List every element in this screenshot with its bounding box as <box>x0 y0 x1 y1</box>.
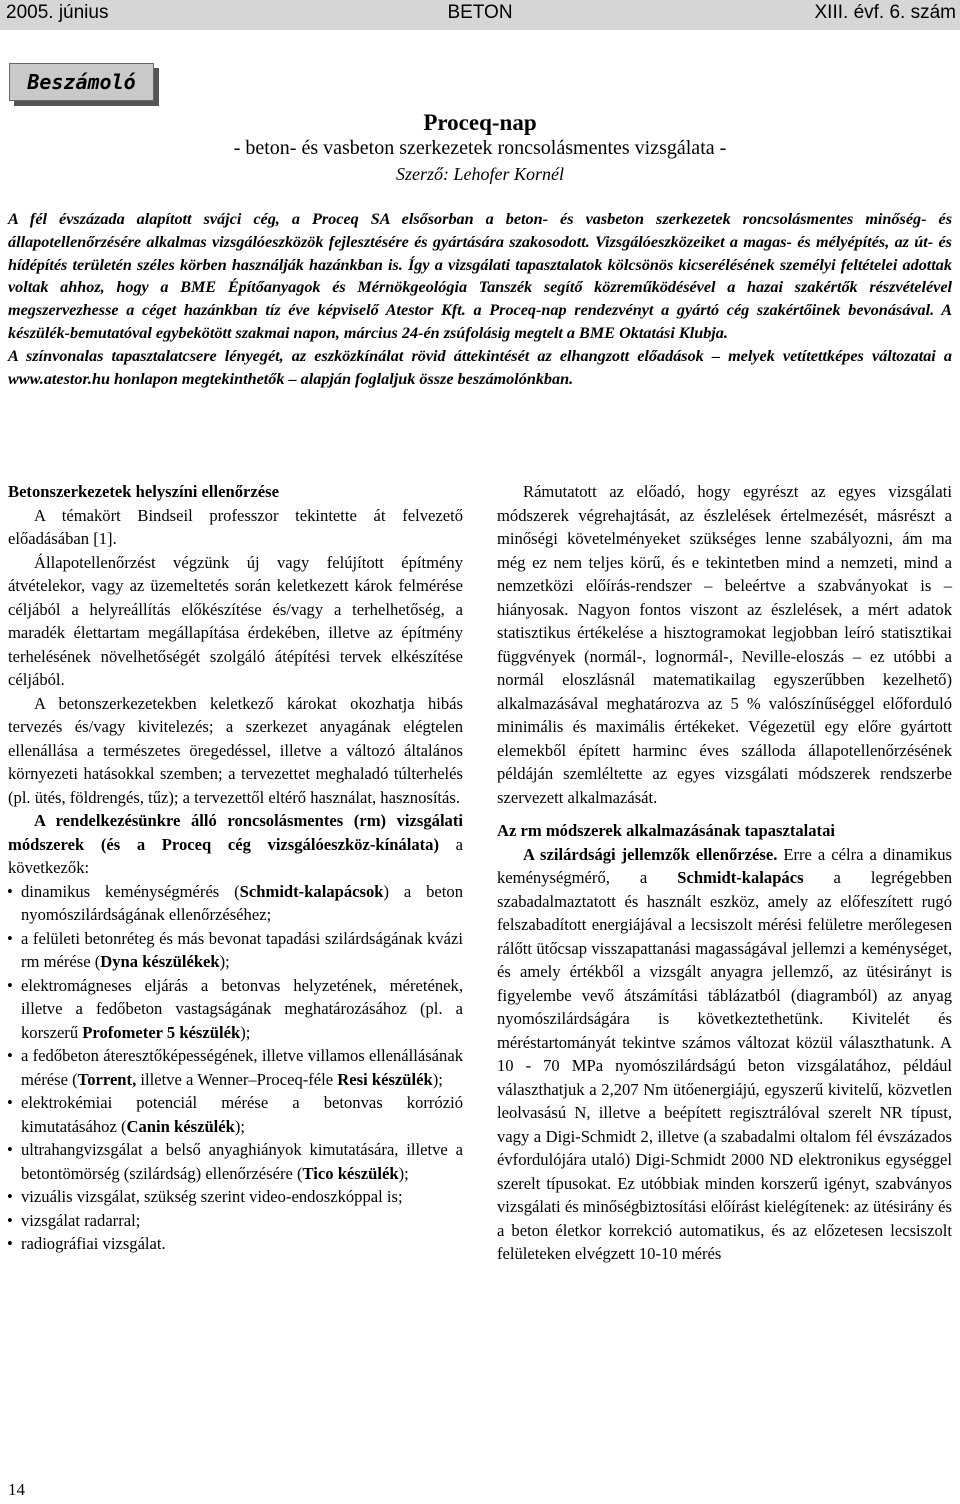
section-badge: Beszámoló <box>9 63 154 101</box>
method-list <box>8 880 463 1256</box>
abstract <box>8 208 952 390</box>
issue-date: 2005. június <box>6 2 109 23</box>
list-item: • a felületi betonréteg és más bevonat tapadási szilárdságának kvázi rm mérése (Dyna készülékek); <box>8 927 463 974</box>
list-item: • ultrahangvizsgálat a belső anyaghiányok kimutatására, illetve a betontömörség (szilárdság) ellenőrzésére (Tico készülék); <box>8 1138 463 1185</box>
abstract-paragraph: A fél évszázada alapított svájci cég, a Proceq SA elsősorban a beton- és vasbeton szerkezetek roncsolásmentes minőség- és állapotellenőrzésére alkalmas vizsgálóeszközök fejlesztésére és gyártására szakosodott. Vizsgálóeszközeiket a magas- és mélyépítés, az út- és hídépítés területén széles körben használják hazánkban is. Így a vizsgálati tapasztalatok kölcsönös kicserélésének személyi feltételei adottak voltak ahhoz, hogy a BME Építőanyagok és Mérnökgeológia Tanszék segítő közreműködésével a hazai szakértők részvételével megszervezhesse a céget hazánkban tíz éve képviselő Atestor Kft. a Proceq-nap rendezvényt a gyártó cég szakértőinek bevonásával. A készülék-bemutatóval egybekötött szakmai napon, március 24-én zsúfolásig megtelt a BME Oktatási Klubja. <box>8 210 952 342</box>
article-subtitle: - beton- és vasbeton szerkezetek roncsolásmentes vizsgálata - <box>233 137 727 159</box>
paragraph: A témakört Bindseil professzor tekintette át felvezető előadásában [1]. <box>8 505 463 548</box>
list-item: • radiográfiai vizsgálat. <box>8 1232 463 1256</box>
list-item: • dinamikus keménységmérés (Schmidt-kalapácsok) a beton nyomószilárdságának ellenőrzéséhez; <box>8 880 463 927</box>
section-heading: Az rm módszerek alkalmazásának tapasztalatai <box>497 821 835 840</box>
list-item: • vizuális vizsgálat, szükség szerint video-endoszkóppal is; <box>8 1185 463 1209</box>
list-item: • elektrokémiai potenciál mérése a betonvas korrózió kimutatásához (Canin készülék); <box>8 1091 463 1138</box>
text: a következők: <box>8 834 463 877</box>
list-item: • elektromágneses eljárás a betonvas helyzetének, méretének, illetve a fedőbeton vastagságának meghatározásához (pl. a korszerű Profometer 5 készülék); <box>8 974 463 1045</box>
section-heading: Betonszerkezetek helyszíni ellenőrzése <box>8 482 279 501</box>
left-column <box>8 480 463 1256</box>
paragraph: A szilárdsági jellemzők ellenőrzése. Erre a célra a dinamikus keménységmérő, a Schmidt-kalapács a legrégebben szabadalmaztatott és használt eszköz, amely az előfeszített rugó felszabadított energiájával a lecsiszolt mérési felületre merőlegesen rálőtt ütőcsap visszapattanási magasságával jellemzi a keménységet, és amely értékből a vizsgált anyagra jellemző, az ütésirányt is figyelembe vevő átszámítási táblázatból (diagramból) az anyag nyomószilárdságára is következtethetünk. Kivitelét és méréstartományát tekintve számos változat közül választhatunk. A 10 - 70 MPa nyomószilárdságú beton vizsgálatához, például választhatjuk a 2,207 Nm ütőenergiájú, egyszerű kivitelű, közvetlen leolvasású N, illetve a beépített regisztrálóval szerelt NR típust, vagy a Digi-Schmidt 2, illetve (a szabadalmi oltalom fél évszázados évfordulójára utaló) Digi-Schmidt 2000 ND elektronikus egységgel szerelt típusokat. Ez utóbbiak minden korszerű igényt, szabványos vizsgálati és minőségbiztosítási előírást kielégítenek: az ütésirány és a beton életkor korrekció automatikus, és az előzetesen lecsiszolt felületeken elvégzett 10-10 mérés <box>497 844 952 1263</box>
right-column <box>497 480 952 1266</box>
page-header <box>0 0 960 30</box>
paragraph <box>8 809 463 880</box>
bold-text: Schmidt-kalapács <box>677 868 804 887</box>
list-item: • a fedőbeton áteresztőképességének, illetve villamos ellenállásának mérése (Torrent, illetve a Wenner–Proceq-féle Resi készülék); <box>8 1044 463 1091</box>
article-title: Proceq-nap <box>423 110 537 135</box>
article-author: Szerző: Lehofer Kornél <box>396 164 564 184</box>
abstract-paragraph: A színvonalas tapasztalatcsere lényegét, az eszközkínálat rövid áttekintését az elhangzott előadások – melyek vetítettképes változatai a www.atestor.hu honlapon megtekinthetők – alapján foglaljuk össze beszámolónkban. <box>8 346 952 388</box>
paragraph: Állapotellenőrzést végzünk új vagy felújított építmény átvételekor, vagy az üzemeltetés során keletkezett károk felmérése céljából a helyreállítás előkészítése és/vagy a terhelhetőség, a maradék élettartam megállapítása érdekében, illetve az építmény terhelésének növelhetőségét szolgáló átépítési tervek elkészítése céljából. <box>8 552 463 689</box>
page-number: 14 <box>8 1480 25 1499</box>
issue-number: XIII. évf. 6. szám <box>814 2 956 23</box>
list-item: • vizsgálat radarral; <box>8 1209 463 1233</box>
title-block <box>0 110 960 187</box>
paragraph: A betonszerkezetekben keletkező károkat okozhatja hibás tervezés és/vagy kivitelezés; a szerkezet anyagának elégtelen ellenállása a természetes öregedéssel, illetve a változó általános környezeti hatásokkal szemben; a tervezettet meghaladó túlterhelés (pl. ütés, földrengés, tűz); a tervezettől eltérő használat, hasznosítás. <box>8 693 463 807</box>
magazine-name: BETON <box>447 2 513 23</box>
paragraph: Rámutatott az előadó, hogy egyrészt az egyes vizsgálati módszerek végrehajtását, az észlelések értelmezését, másrészt a minőségi követelményeket szükséges lenne szabályozni, ám ma még ez nem teljes körű, és e tekintetben mind a nemzeti, mind a nemzetközi előírás-rendszer – beleértve a szabványokat is – hiányosak. Nagyon fontos viszont az észlelések, a mért adatok statisztikus értékelése a hisztogramokat legjobban leíró statisztikai függvények (normál-, lognormál-, Neville-eloszás – ez utóbbi a normál eloszlásnál matematikailag egyszerűbben kezelhető) alkalmazásával meghatározva az 5 % valószínűséggel előforduló minimális és maximális értékeket. Végezetül egy előre gyártott elemekből épített harminc éves szálloda állapotellenőrzésének példáján szemléltette az egyes vizsgálati módszerek rendszerbe szervezett alkalmazását. <box>497 482 952 807</box>
bold-text: A rendelkezésünkre álló roncsolásmentes (rm) vizsgálati módszerek (és a Proceq cég vizsgálóeszköz-kínálata) <box>8 811 463 854</box>
bold-text: A szilárdsági jellemzők ellenőrzése. <box>523 844 778 864</box>
